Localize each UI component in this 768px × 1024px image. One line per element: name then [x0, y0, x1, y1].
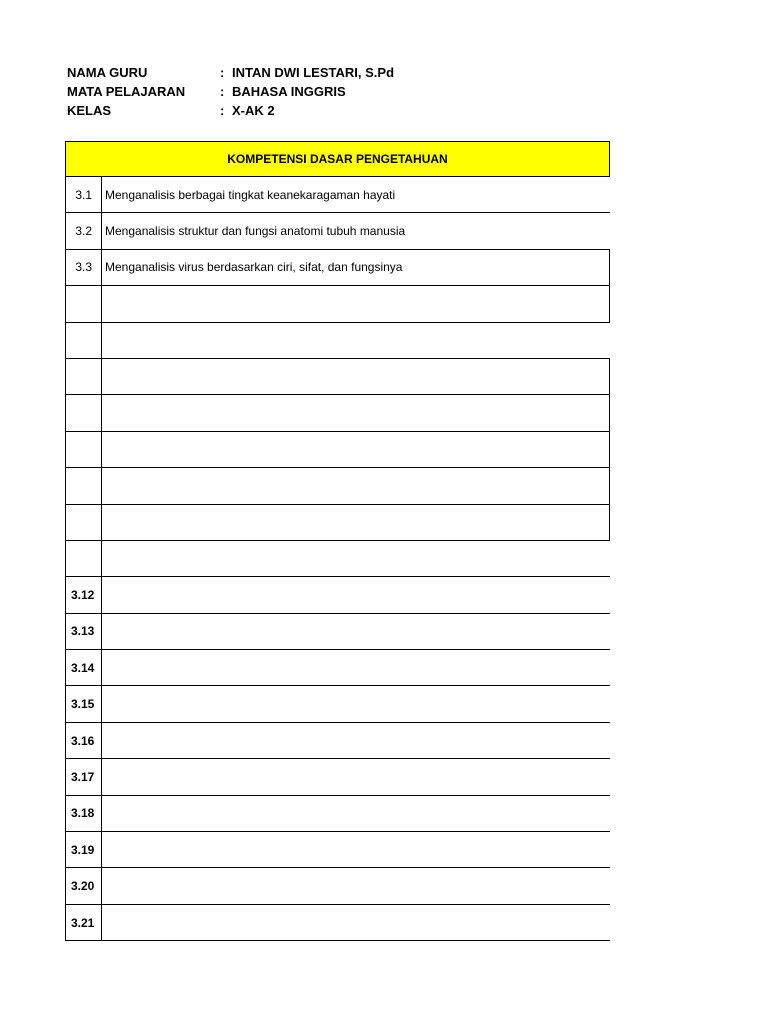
table-row — [65, 723, 610, 759]
table-row — [65, 650, 610, 686]
table-row — [65, 577, 610, 613]
row-description — [102, 323, 610, 358]
row-number: 3.3 — [66, 250, 102, 285]
row-number — [66, 468, 102, 503]
row-description — [102, 577, 610, 612]
info-label: MATA PELAJARAN — [67, 84, 186, 99]
row-number: 3.19 — [66, 832, 102, 867]
info-label: KELAS — [67, 103, 112, 118]
row-description: Menganalisis berbagai tingkat keanekaragaman hayati — [105, 187, 396, 202]
row-description — [102, 686, 610, 721]
table-row — [65, 177, 610, 213]
teacher-info — [67, 63, 394, 120]
info-colon: : — [220, 65, 225, 80]
row-description — [102, 723, 610, 758]
row-number — [66, 432, 102, 467]
row-description — [102, 650, 610, 685]
row-number: 3.21 — [66, 905, 102, 940]
row-description — [102, 832, 610, 867]
info-value: X-AK 2 — [232, 103, 275, 118]
table-row — [65, 832, 610, 868]
info-value: INTAN DWI LESTARI, S.Pd — [232, 65, 395, 80]
row-number: 3.13 — [66, 614, 102, 649]
table-row — [65, 213, 610, 249]
row-number — [66, 286, 102, 321]
info-row-teacher — [67, 63, 394, 82]
row-number: 3.15 — [66, 686, 102, 721]
table-row — [65, 505, 610, 541]
table-row — [65, 905, 610, 941]
row-description — [102, 286, 609, 321]
table-row — [65, 614, 610, 650]
info-colon: : — [220, 84, 225, 99]
row-number: 3.2 — [66, 213, 102, 248]
table-row — [65, 868, 610, 904]
table-row — [65, 686, 610, 722]
row-description: Menganalisis virus berdasarkan ciri, sifat, dan fungsinya — [105, 260, 403, 275]
row-number — [66, 505, 102, 540]
competency-table — [65, 141, 610, 941]
info-value: BAHASA INGGRIS — [232, 84, 346, 99]
table-row — [65, 541, 610, 577]
table-row — [65, 359, 610, 395]
row-number: 3.14 — [66, 650, 102, 685]
row-description — [102, 905, 610, 940]
table-body — [65, 177, 610, 941]
info-colon: : — [220, 103, 225, 118]
row-number — [66, 395, 102, 430]
info-row-class — [67, 101, 394, 120]
table-header: KOMPETENSI DASAR PENGETAHUAN — [65, 141, 610, 177]
row-description — [102, 395, 609, 430]
table-row — [65, 759, 610, 795]
table-row — [65, 286, 610, 322]
table-row — [65, 395, 610, 431]
row-description — [102, 432, 609, 467]
row-number: 3.17 — [66, 759, 102, 794]
table-row — [65, 796, 610, 832]
table-row — [65, 323, 610, 359]
row-number — [66, 541, 102, 576]
row-description: Menganalisis struktur dan fungsi anatomi tubuh manusia — [105, 224, 406, 239]
row-description — [102, 614, 610, 649]
table-row — [65, 250, 610, 286]
row-description — [102, 759, 610, 794]
info-row-subject — [67, 82, 394, 101]
row-number: 3.18 — [66, 796, 102, 831]
row-description — [102, 468, 609, 503]
table-row — [65, 432, 610, 468]
row-number: 3.12 — [66, 577, 102, 612]
row-description — [102, 505, 609, 540]
info-label: NAMA GURU — [67, 65, 148, 80]
row-description — [102, 541, 610, 576]
row-number: 3.1 — [66, 177, 102, 212]
row-number: 3.20 — [66, 868, 102, 903]
row-number — [66, 359, 102, 394]
row-description — [102, 796, 610, 831]
table-row — [65, 468, 610, 504]
row-description — [102, 359, 609, 394]
row-number — [66, 323, 102, 358]
row-number: 3.16 — [66, 723, 102, 758]
row-description — [102, 868, 610, 903]
